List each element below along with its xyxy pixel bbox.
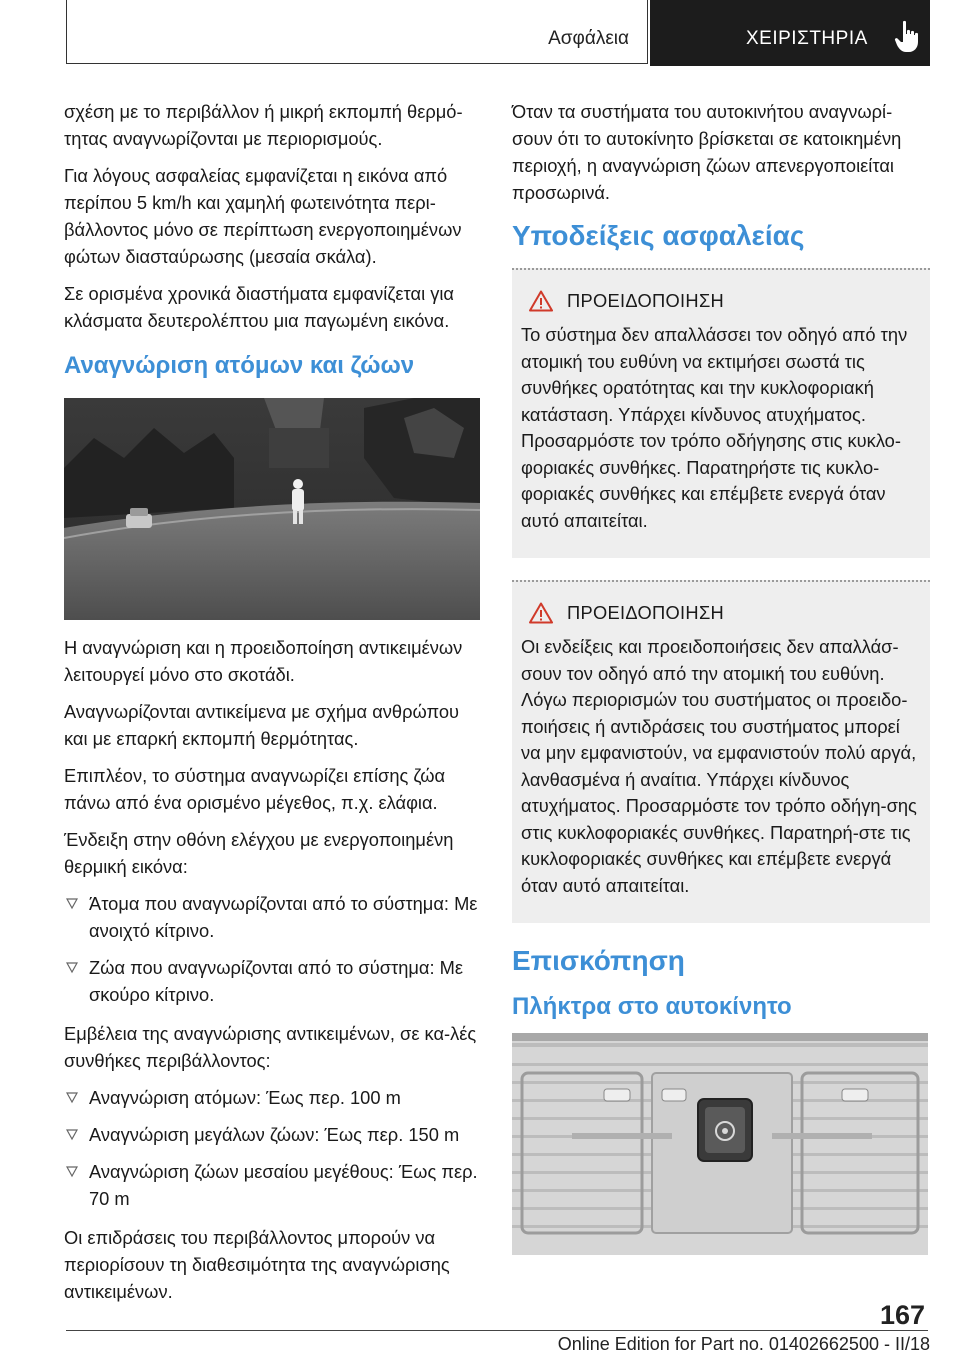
- header-chapter-box: [650, 0, 930, 66]
- list-item: Αναγνώριση ζώων μεσαίου μεγέθους: Έως περ. 70 m: [64, 1158, 484, 1212]
- list-item: Ζώα που αναγνωρίζονται από το σύστημα: Με σκούρο κίτρινο.: [64, 954, 484, 1008]
- dashboard-button-image: [512, 1033, 928, 1255]
- header-chapter-title: ΧΕΙΡΙΣΤΗΡΙΑ: [746, 28, 868, 49]
- bullet-triangle-icon: [66, 1129, 78, 1141]
- paragraph: Οι επιδράσεις του περιβάλλοντος μπορούν να περιορίσουν τη διαθεσιμότητα της αναγνώρισης αντικειμένων.: [64, 1227, 450, 1302]
- page-number: 167: [880, 1300, 926, 1330]
- heading-buttons-in-car: Πλήκτρα στο αυτοκίνητο: [512, 993, 792, 1020]
- paragraph: Ένδειξη στην οθόνη ελέγχου με ενεργοποιημένη θερμική εικόνα:: [64, 829, 454, 877]
- warning-triangle-icon: [529, 602, 553, 624]
- range-list: [64, 1084, 484, 1212]
- warning-text: Οι ενδείξεις και προειδοποιήσεις δεν απαλλάσ-σουν τον οδηγό από την ατομική του ευθύνη. Λόγω περιορισμών του συστήματος οι προειδο-ποιήσεις ή αντιδράσεις του συστήματος μπορεί να μην εμφανιστούν, να εμφανιστούν πολύ αργά, λανθασμένα ή αναίτια. Υπάρχει κίνδυνος ατυχήματος. Προσαρμόστε τον τρόπο οδήγη-σης στις κυκλοφοριακές συνθήκες. Παρατηρή-στε τις κυκλοφοριακές συνθήκες και επέμβετε ενεργά όταν αυτό απαιτείται.: [521, 636, 917, 896]
- warning-text: Το σύστημα δεν απαλλάσσει τον οδηγό από την ατομική του ευθύνη να εκτιμήσει σωστά τις συνθήκες ορατότητας και την κυκλοφοριακή κατάσταση. Υπάρχει κίνδυνος ατυχήματος. Προσαρμόστε τον τρόπο οδήγησης στις κυκλο-φοριακές συνθήκες. Παρατηρήστε τις κυκλο-φοριακές συνθήκες και επέμβετε ενεργά όταν αυτό απαιτείται.: [521, 324, 908, 531]
- paragraph: Για λόγους ασφαλείας εμφανίζεται η εικόνα από περίπου 5 km/h και χαμηλή φωτεινότητα περι-βάλλοντος μόνο σε περίπτωση ενεργοποιημένων φώτων διασταύρωσης (μεσαία σκάλα).: [64, 165, 462, 267]
- list-item: Αναγνώριση ατόμων: Έως περ. 100 m: [64, 1084, 484, 1111]
- bullet-triangle-icon: [66, 1092, 78, 1104]
- footer-divider: [66, 1330, 928, 1331]
- paragraph: Εμβέλεια της αναγνώρισης αντικειμένων, σε κα-λές συνθήκες περιβάλλοντος:: [64, 1023, 477, 1071]
- pointing-hand-icon: [894, 20, 922, 54]
- paragraph: Επιπλέον, το σύστημα αναγνωρίζει επίσης ζώα πάνω από ένα ορισμένο μέγεθος, π.χ. ελάφια.: [64, 765, 446, 813]
- paragraph: Σε ορισμένα χρονικά διαστήματα εμφανίζεται για κλάσματα δευτερολέπτου μια παγωμένη εικόνα.: [64, 283, 454, 331]
- right-column: [512, 98, 930, 1255]
- left-column: [64, 98, 484, 1315]
- header-section-title: Ασφάλεια: [548, 28, 629, 49]
- paragraph: Η αναγνώριση και η προειδοποίηση αντικειμένων λειτουργεί μόνο στο σκοτάδι.: [64, 637, 463, 685]
- list-item: Άτομα που αναγνωρίζονται από το σύστημα: Με ανοιχτό κίτρινο.: [64, 890, 484, 944]
- paragraph: Αναγνωρίζονται αντικείμενα με σχήμα ανθρώπου και με επαρκή εκπομπή θερμότητας.: [64, 701, 460, 749]
- header-section-box: [66, 0, 648, 64]
- heading-safety-notes: Υποδείξεις ασφαλείας: [512, 220, 805, 251]
- heading-overview: Επισκόπηση: [512, 945, 685, 976]
- warning-title: ΠΡΟΕΙΔΟΠΟΙΗΣΗ: [567, 602, 725, 623]
- heading-person-animal-detection: Αναγνώριση ατόμων και ζώων: [64, 352, 415, 379]
- warning-title: ΠΡΟΕΙΔΟΠΟΙΗΣΗ: [567, 290, 725, 311]
- footer-edition: Online Edition for Part no. 01402662500 - II/18: [557, 1334, 930, 1354]
- bullet-triangle-icon: [66, 962, 78, 974]
- warning-box: [512, 268, 930, 558]
- warning-triangle-icon: [529, 290, 553, 312]
- display-colors-list: [64, 890, 484, 1008]
- night-vision-image: [64, 398, 480, 620]
- warning-box: [512, 580, 930, 923]
- paragraph: Όταν τα συστήματα του αυτοκινήτου αναγνωρί-σουν ότι το αυτοκίνητο βρίσκεται σε κατοικημένη περιοχή, η αναγνώριση ζώων απενεργοποιείται προσωρινά.: [512, 101, 902, 203]
- bullet-triangle-icon: [66, 898, 78, 910]
- bullet-triangle-icon: [66, 1166, 78, 1178]
- paragraph: σχέση με το περιβάλλον ή μικρή εκπομπή θερμό-τητας αναγνωρίζονται με περιορισμούς.: [64, 101, 463, 149]
- list-item: Αναγνώριση μεγάλων ζώων: Έως περ. 150 m: [64, 1121, 484, 1148]
